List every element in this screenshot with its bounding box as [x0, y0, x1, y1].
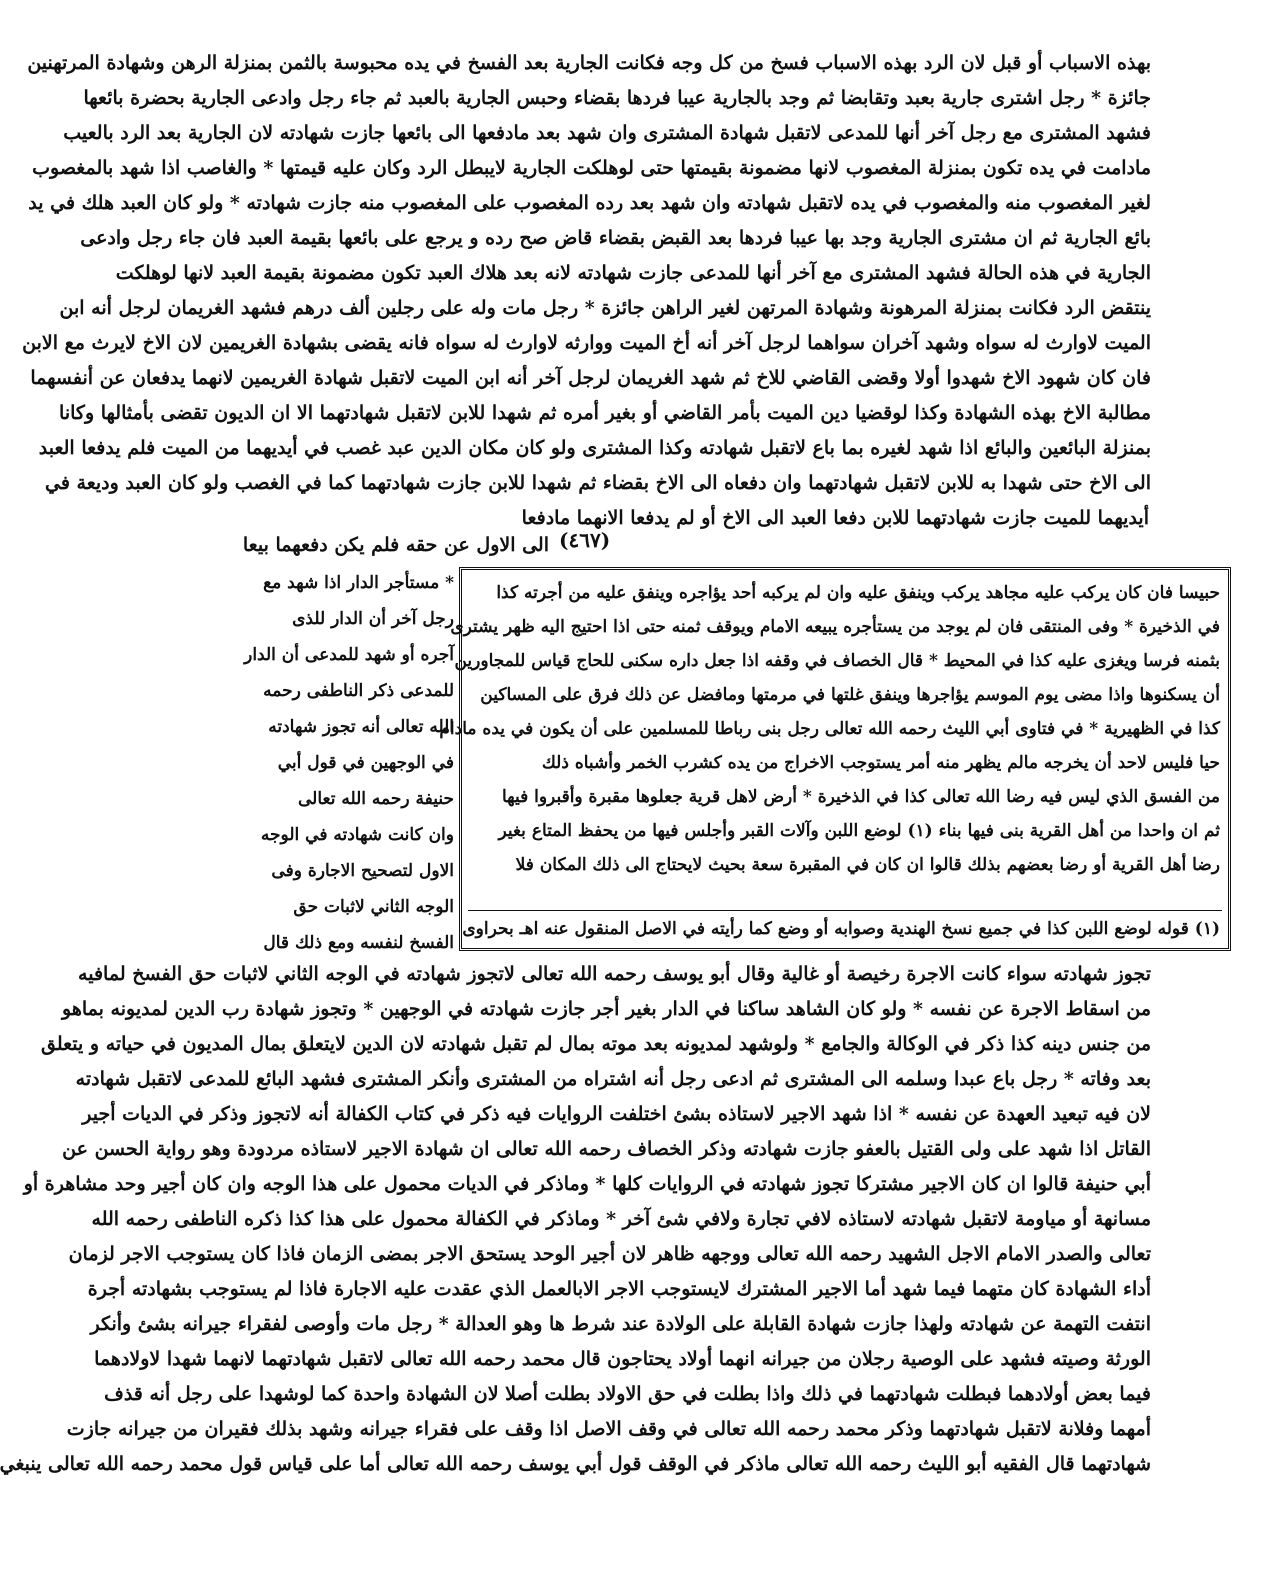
text-line: مسانهة أو مياومة لاتقبل شهادته لاستاذه لافي تجارة ولافي شئ آخر * وماذكر في الكفالة محمول على هذا كذا ذكره الناطفى رحمه الله [91, 1208, 1151, 1230]
text-line: تعالى والصدر الامام الاجل الشهيد رحمه الله تعالى ووجهه ظاهر لان أجير الوحد يستحق الاجر بمضى الزمان فاذا كان يستوجب الاجر لزمان [68, 1243, 1151, 1265]
box-line: حيا فليس لاحد أن يخرجه مالم يظهر منه أمر يستوجب الاخراج من يده كشرب الخمر وأشباه ذلك [541, 753, 1220, 773]
text-line: بهذه الاسباب أو قبل لان الرد بهذه الاسباب فسخ من كل وجه فكانت الجارية بعد الفسخ في يده محبوسة بالثمن بمنزلة الرهن وشهادة المرتهنين [27, 52, 1151, 74]
text-line: أمهما وفلانة لاتقبل شهادتهما وذكر محمد رحمه الله تعالى في وقف الاصل اذا وقف على فقراء جيرانه وشهد بذلك فقيران من جيرانه جازت [66, 1418, 1151, 1440]
sidebar-line: آجره أو شهد للمدعى أن الدار [244, 645, 454, 665]
sidebar-line: * مستأجر الدار اذا شهد مع [263, 573, 454, 593]
sidebar-line: الله تعالى أنه تجوز شهادته [268, 717, 454, 737]
text-line: أداء الشهادة كان متهما فيما شهد أما الاجير المشترك لايستوجب الاجر الابالعمل الذي عقدت عليه الاجارة فاذا لم يستوجب بشهادته أجرة [87, 1278, 1151, 1300]
sidebar-line: الوجه الثاني لاثبات حق [293, 897, 454, 917]
box-line: بثمنه فرسا ويغزى عليه كذا في المحيط * قال الخصاف في وقفه اذا جعل داره سكنى للحاج قياس للمجاورين [454, 651, 1220, 671]
box-line: رضا أهل القرية أو رضا بعضهم بذلك قالوا ان كان في المقبرة سعة بحيث لايحتاج الى ذلك المكان فلا [515, 855, 1220, 875]
sidebar-line: حنيفة رحمه الله تعالى [297, 789, 454, 809]
text-line: فان كان شهود الاخ شهدوا أولا وقضى القاضي للاخ ثم شهد الغريمان لرجل آخر أنه ابن الميت لاتقبل شهادة الغريمين لانهما يدفعان عن أنفسهما [30, 367, 1151, 389]
box-line: حبيسا فان كان يركب عليه مجاهد يركب وينفق عليه وان لم يركبه أحد يؤاجره وينفق عليه من أجرته كذا [496, 583, 1220, 603]
box-line: كذا في الظهيرية * في فتاوى أبي الليث رحمه الله تعالى رجل بنى رباطا للمسلمين على أن يكون في يده مادام [439, 719, 1220, 739]
text-line: فشهد المشترى مع رجل آخر أنها للمدعى لاتقبل شهادة المشترى وان شهد بعد مادفعها الى بائعها جازت شهادته لان الجارية بعد الرد بالعيب [63, 122, 1151, 144]
text-line: الى الاخ حتى شهدا به للابن لاتقبل شهادتهما وان دفعاه الى الاخ بقضاء ثم شهدا للابن جازت شهادتهما كما في الغصب ولو كان العبد وديعة في [45, 472, 1151, 494]
sidebar-line: وان كانت شهادته في الوجه [260, 825, 454, 845]
text-line: بعد وفاته * رجل باع عبدا وسلمه الى المشترى ثم ادعى رجل أنه اشتراه من المشترى وأنكر المشترى فشهد البائع للمدعى لاتقبل شهادته [75, 1068, 1151, 1090]
text-line: شهادتهما قال الفقيه أبو الليث رحمه الله تعالى ماذكر في الوقف قول أبي يوسف رحمه الله تعالى أما على قياس قول محمد رحمه الله تعالى ينبغي [0, 1453, 1151, 1475]
sidebar-line: رجل آخر أن الدار للذى [292, 609, 454, 629]
page-number: (٤٦٧) [559, 528, 611, 552]
sidebar-line: الفسخ لنفسه ومع ذلك قال [263, 933, 454, 953]
text-line: الورثة وصيته فشهد على الوصية رجلان من جيرانه انهما أولاد يحتاجون قال محمد رحمه الله تعالى لاتقبل شهادتهما لانهما شهدا لاولادهما [94, 1348, 1151, 1370]
text-line: بمنزلة البائعين والبائع اذا شهد لغيره بما باع لاتقبل شهادته وكذا المشترى ولو كان مكان الدين عبد غصب في أيديهما من الميت فلم يدفعا العبد [38, 437, 1151, 459]
text-line: جائزة * رجل اشترى جارية بعبد وتقابضا ثم وجد بالجارية عيبا فردها بقضاء وحبس الجارية بالعبد ثم جاء رجل وادعى الجارية بحضرة بائعها [83, 87, 1151, 109]
text-line: من جنس دينه كذا ذكر في الوكالة والجامع * ولوشهد لمديونه بعد موته بمال لم تقبل شهادته لان الدين لايتعلق بمال المديون في حياته و يتعلق [40, 1033, 1151, 1055]
text-line: لغير المغصوب منه والمغصوب في يده لاتقبل شهادته وان شهد بعد رده المغصوب على المغصوب منه جازت شهادته * ولو كان العبد هلك في يد [28, 192, 1151, 214]
text-line: من اسقاط الاجرة عن نفسه * ولو كان الشاهد ساكنا في الدار بغير أجر جازت شهادته في الوجهين * وتجوز شهادة رب الدين لمديونه بماهو [62, 998, 1151, 1020]
text-line: الميت لاوارث له سواه وشهد آخران سواهما لرجل آخر أنه أخ الميت ووارثه لاوارث له سواه فانه يقضى بشهادة الغريمين لان الاخ لايرث مع الابن [22, 332, 1151, 354]
box-line: من الفسق الذي ليس فيه رضا الله تعالى كذا في الذخيرة * أرض لاهل قرية جعلوها مقبرة وأقبروا فيها [501, 787, 1220, 807]
text-line: أبي حنيفة قالوا ان كان الاجير مشتركا تجوز شهادته في الروايات كلها * وماذكر في الديات محمول على هذا الوجه وان كان أجير وحد مشاهرة أو [23, 1173, 1151, 1195]
text-line: بائع الجارية ثم ان مشترى الجارية وجد بها عيبا فردها بعد القبض بقضاء قاض صح رده و يرجع على بائعها بقيمة العبد فان جاء رجل وادعى [80, 227, 1151, 249]
box-line: في الذخيرة * وفى المنتقى فان لم يوجد من يستأجره يبيعه الامام ويوقف ثمنه حتى اذا احتيج اليه ظهر يشترى [450, 617, 1220, 637]
sidebar-line: للمدعى ذكر الناطفى رحمه [263, 681, 454, 701]
box-line: أن يسكنوها واذا مضى يوم الموسم يؤاجرها وينفق غلتها في مرمتها ومافضل عن ذلك فرق على المساكين [480, 685, 1220, 705]
text-line: ينتقض الرد فكانت بمنزلة المرهونة وشهادة المرتهن لغير الراهن جائزة * رجل مات وله على رجلين ألف درهم فشهد الغريمان لرجل أنه ابن [59, 297, 1151, 319]
text-line: انتفت التهمة عن شهادته ولهذا جازت شهادة القابلة على الولادة عند شرط ها وهو العدالة * رجل مات وأوصى لفقراء جيرانه بشئ وأنكر [90, 1313, 1151, 1335]
footnote-box [439, 567, 1231, 951]
text-line: الجارية في هذه الحالة فشهد المشترى مع آخر أنها للمدعى جازت شهادته لانه بعد هلاك العبد تكون مضمونة بقيمة العبد لانها لوهلكت [115, 262, 1151, 284]
text-line: القاتل اذا شهد على ولى القتيل بالعفو جازت شهادته وذكر الخصاف رحمه الله تعالى ان شهادة الاجير لاستاذه مردودة وهو رواية الحسن عن [62, 1138, 1151, 1160]
text-line: الى الاول عن حقه فلم يكن دفعهما بيعا [242, 534, 549, 556]
text-line: لان فيه تبعيد العهدة عن نفسه * اذا شهد الاجير لاستاذه بشئ اختلفت الروايات فيه ذكر في كتاب الكفالة أنه لاتجوز وذكر في الديات أجير [82, 1103, 1151, 1125]
footnote-separator [468, 910, 1222, 911]
text-line: أيديهما للميت جازت شهادتهما للابن دفعا العبد الى الاخ أو لم يدفعا الانهما مادفعا [521, 507, 1149, 529]
text-line: مادامت في يده تكون بمنزلة المغصوب لانها مضمونة بقيمتها حتى لوهلكت الجارية لايبطل الرد وكان عليه قيمتها * والغاصب اذا شهد بالمغصوب [32, 157, 1151, 179]
box-footnote: (١) قوله لوضع اللبن كذا في جميع نسخ الهندية وصوابه أو وضع كما رأيته في الاصل المنقول عنه اهـ بحراوى [462, 919, 1220, 939]
sidebar-line: في الوجهين في قول أبي [277, 753, 454, 773]
text-line: مطالبة الاخ بهذه الشهادة وكذا لوقضيا دين الميت بأمر القاضي أو بغير أمره ثم شهدا للابن لاتقبل شهادتهما الا ان الديون تقضى بأمثالها وكانا [59, 402, 1151, 424]
sidebar-line: الاول لتصحيح الاجارة وفى [271, 861, 454, 881]
text-line: تجوز شهادته سواء كانت الاجرة رخيصة أو غالية وقال أبو يوسف رحمه الله تعالى لاتجوز شهادته في الوجه الثاني لاثبات حق الفسخ لمافيه [78, 963, 1151, 985]
box-line: ثم ان واحدا من أهل القرية بنى فيها بناء (١) لوضع اللبن وآلات القبر وأجلس فيها من يحفظ المتاع بغير [498, 821, 1220, 841]
text-line: فيما بعض أولادهما فبطلت شهادتهما في ذلك واذا بطلت في حق الاولاد بطلت أصلا لان الشهادة واحدة كما لوشهدا على رجل أنه قذف [104, 1383, 1151, 1405]
